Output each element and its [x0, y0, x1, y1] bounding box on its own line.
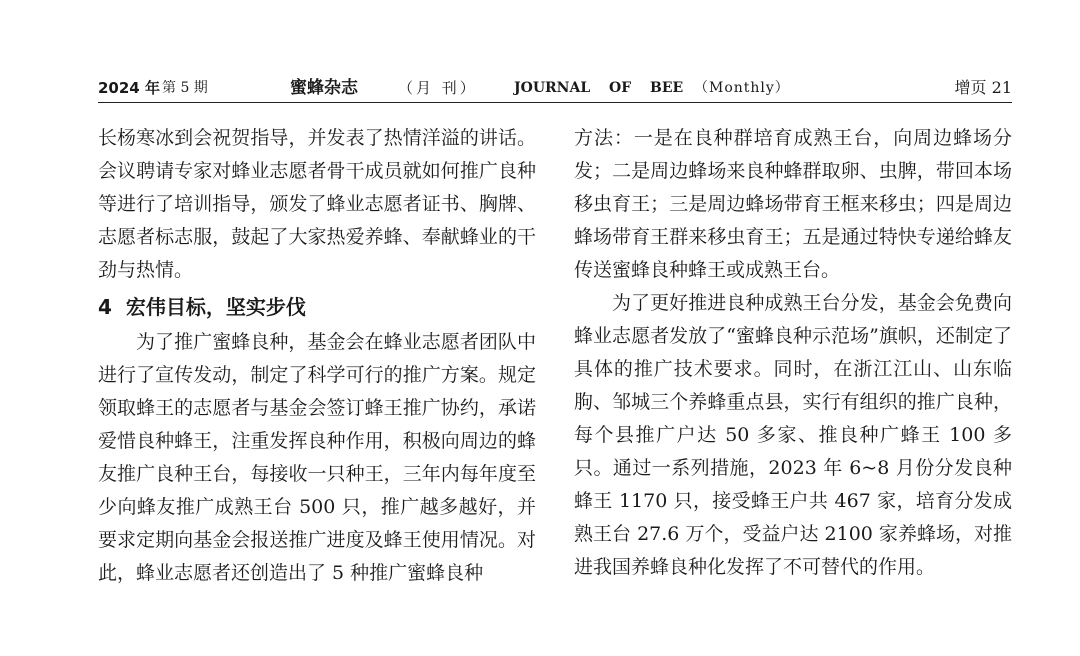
journal-title-cn: 蜜蜂杂志	[290, 78, 358, 98]
left-column	[98, 122, 536, 590]
running-header	[98, 74, 1012, 103]
left-paragraph-1: 长杨寒冰到会祝贺指导，并发表了热情洋溢的讲话。会议聘请专家对蜂业志愿者骨干成员就如何推广良种等进行了培训指导，颁发了蜂业志愿者证书、胸牌、志愿者标志服，鼓起了大家热爱养蜂、奉献蜂业的干劲与热情。	[98, 127, 536, 281]
section-heading	[98, 291, 536, 323]
right-paragraph-2: 为了更好推进良种成熟王台分发，基金会免费向蜂业志愿者发放了“蜜蜂良种示范场”旗帜，还制定了具体的推广技术要求。同时，在浙江江山、山东临朐、邹城三个养蜂重点县，实行有组织的推广良种，每个县推广户达 50 多家、推良种广蜂王 100 多只。通过一系列措施，2023 年 6~8 月份分发良种蜂王 1170 只，接受蜂王户共 467 家，培育分发成熟王台 27.6 万个，受益户达 2100 家养蜂场，对推进我国养蜂良种化发挥了不可替代的作用。	[574, 292, 1012, 578]
right-paragraph-1: 方法：一是在良种群培育成熟王台，向周边蜂场分发；二是周边蜂场来良种蜂群取卵、虫脾，带回本场移虫育王；三是周边蜂场带育王框来移虫；四是周边蜂场带育王群来移虫育王；五是通过特快专递给蜂友传送蜜蜂良种蜂王或成熟王台。	[574, 127, 1012, 281]
journal-frequency-cn: （月 刊）	[398, 79, 478, 97]
section-title: 宏伟目标，坚实步伐	[125, 295, 306, 319]
right-column	[574, 122, 1012, 584]
page-number: 增页 21	[954, 78, 1012, 97]
section-number: 4	[98, 295, 112, 319]
journal-frequency-en: （Monthly）	[694, 80, 790, 96]
issue-number: 第 5 期	[162, 80, 208, 96]
journal-title-en: JOURNAL OF BEE	[514, 80, 684, 96]
left-paragraph-2: 为了推广蜜蜂良种，基金会在蜂业志愿者团队中进行了宣传发动，制定了科学可行的推广方案。规定领取蜂王的志愿者与基金会签订蜂王推广协约，承诺爱惜良种蜂王，注重发挥良种作用，积极向周边的蜂友推广良种王台，每接收一只种王，三年内每年度至少向蜂友推广成熟王台 500 只，推广越多越好，并要求定期向基金会报送推广进度及蜂王使用情况。对此，蜂业志愿者还创造出了 5 种推广蜜蜂良种	[98, 331, 536, 584]
issue-year: 2024 年	[98, 79, 160, 97]
